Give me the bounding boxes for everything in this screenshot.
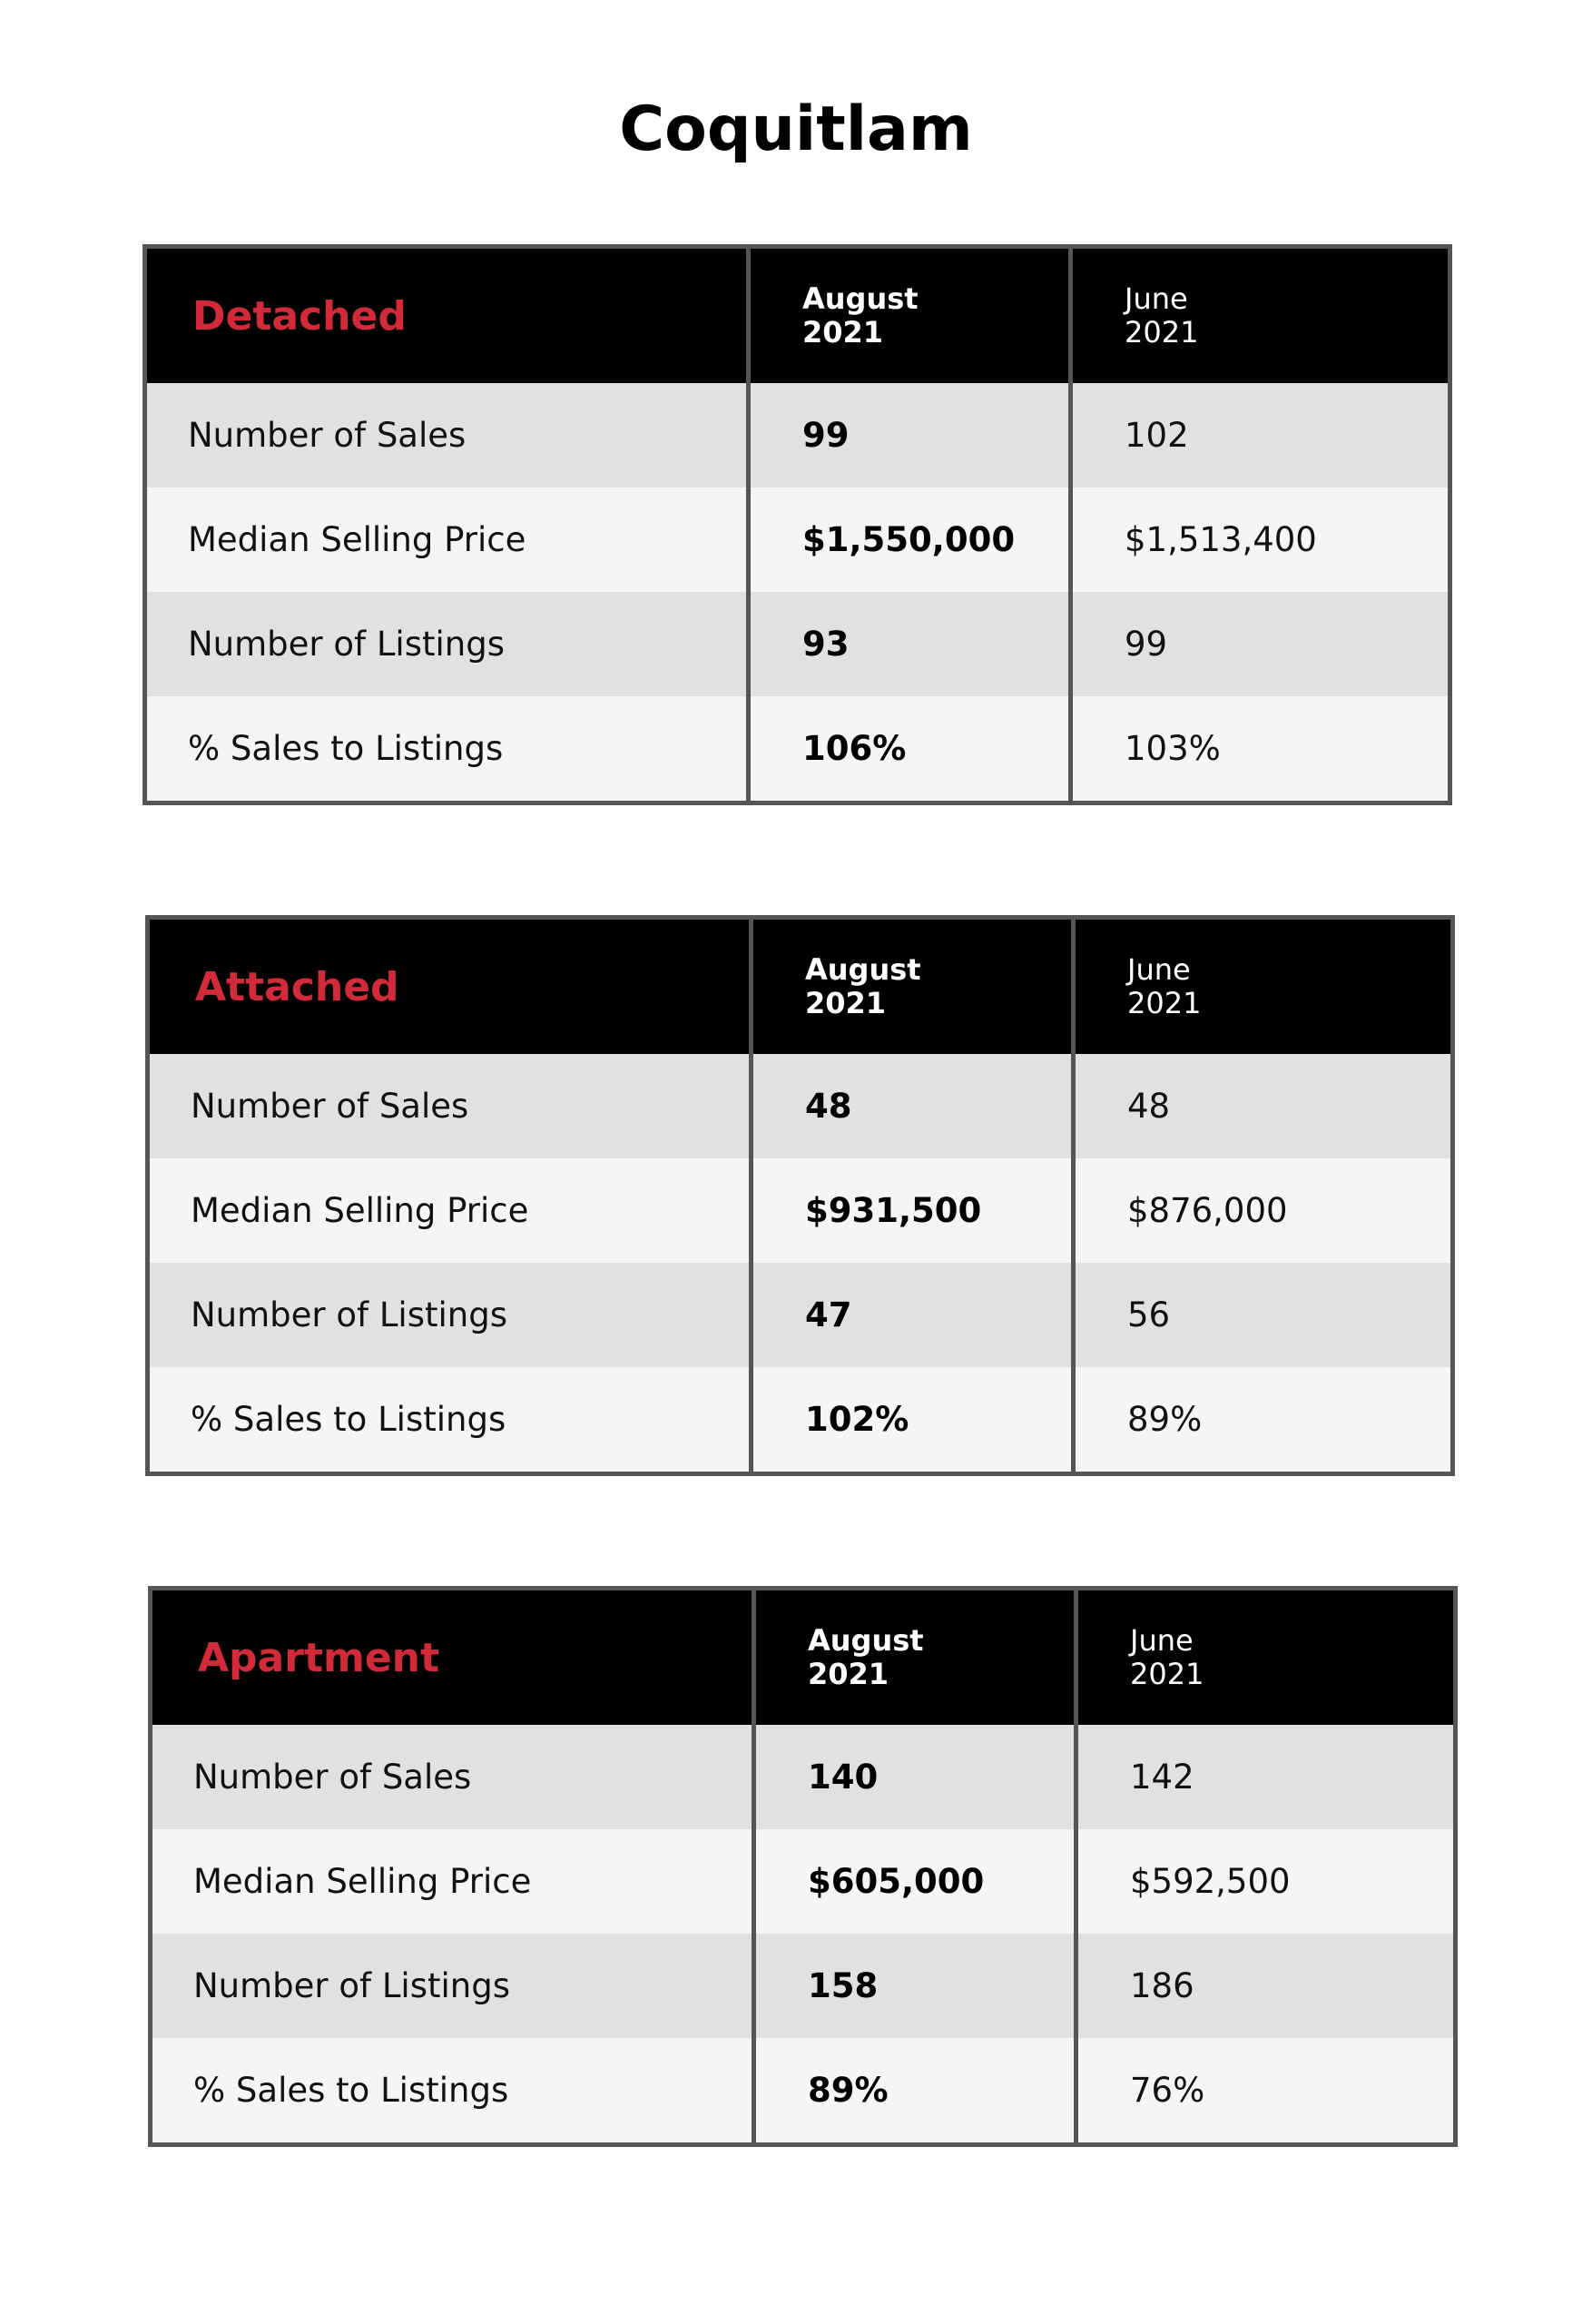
table-row [148, 1054, 1453, 1158]
current-value: 99 [749, 383, 1071, 487]
category-title: Apartment [151, 1589, 754, 1726]
row-label: % Sales to Listings [151, 2038, 754, 2145]
category-title: Detached [145, 247, 749, 384]
previous-value: 48 [1074, 1054, 1453, 1158]
row-label: Number of Sales [148, 1054, 752, 1158]
row-label: Number of Listings [145, 592, 749, 696]
current-value: $1,550,000 [749, 487, 1071, 592]
period-current-header: August 2021 [749, 247, 1071, 384]
previous-value: 76% [1076, 2038, 1456, 2145]
page-title: Coquitlam [619, 94, 973, 165]
row-label: Median Selling Price [148, 1158, 752, 1263]
current-value: 158 [754, 1934, 1076, 2038]
previous-value: 102 [1071, 383, 1450, 487]
row-label: Number of Sales [151, 1725, 754, 1829]
period-previous-header: June 2021 [1071, 247, 1450, 384]
previous-value: 56 [1074, 1263, 1453, 1367]
attached-table [145, 915, 1455, 1476]
period-current-header: August 2021 [754, 1589, 1076, 1726]
current-value: 140 [754, 1725, 1076, 1829]
current-value: 89% [754, 2038, 1076, 2145]
table-header [151, 1589, 1456, 1726]
detached-table [142, 244, 1452, 805]
previous-value: $1,513,400 [1071, 487, 1450, 592]
category-title: Attached [148, 918, 752, 1055]
table-row [148, 1367, 1453, 1474]
period-current-header: August 2021 [752, 918, 1074, 1055]
row-label: Number of Listings [148, 1263, 752, 1367]
row-label: % Sales to Listings [145, 696, 749, 803]
period-previous-header: June 2021 [1074, 918, 1453, 1055]
previous-value: 186 [1076, 1934, 1456, 2038]
current-value: 106% [749, 696, 1071, 803]
previous-value: 89% [1074, 1367, 1453, 1474]
table-row [145, 592, 1450, 696]
row-label: Number of Sales [145, 383, 749, 487]
current-value: 93 [749, 592, 1071, 696]
table-row [145, 487, 1450, 592]
current-value: $931,500 [752, 1158, 1074, 1263]
table-row [151, 2038, 1456, 2145]
table-row [145, 696, 1450, 803]
current-value: 47 [752, 1263, 1074, 1367]
period-previous-header: June 2021 [1076, 1589, 1456, 1726]
table-row [148, 1158, 1453, 1263]
previous-value: 103% [1071, 696, 1450, 803]
previous-value: 99 [1071, 592, 1450, 696]
previous-value: $592,500 [1076, 1829, 1456, 1934]
apartment-table [148, 1586, 1458, 2147]
table-header [148, 918, 1453, 1055]
row-label: % Sales to Listings [148, 1367, 752, 1474]
current-value: 102% [752, 1367, 1074, 1474]
table-row [151, 1725, 1456, 1829]
table-row [145, 383, 1450, 487]
table-row [151, 1934, 1456, 2038]
current-value: $605,000 [754, 1829, 1076, 1934]
row-label: Number of Listings [151, 1934, 754, 2038]
previous-value: 142 [1076, 1725, 1456, 1829]
row-label: Median Selling Price [151, 1829, 754, 1934]
table-row [148, 1263, 1453, 1367]
previous-value: $876,000 [1074, 1158, 1453, 1263]
row-label: Median Selling Price [145, 487, 749, 592]
current-value: 48 [752, 1054, 1074, 1158]
table-row [151, 1829, 1456, 1934]
table-header [145, 247, 1450, 384]
